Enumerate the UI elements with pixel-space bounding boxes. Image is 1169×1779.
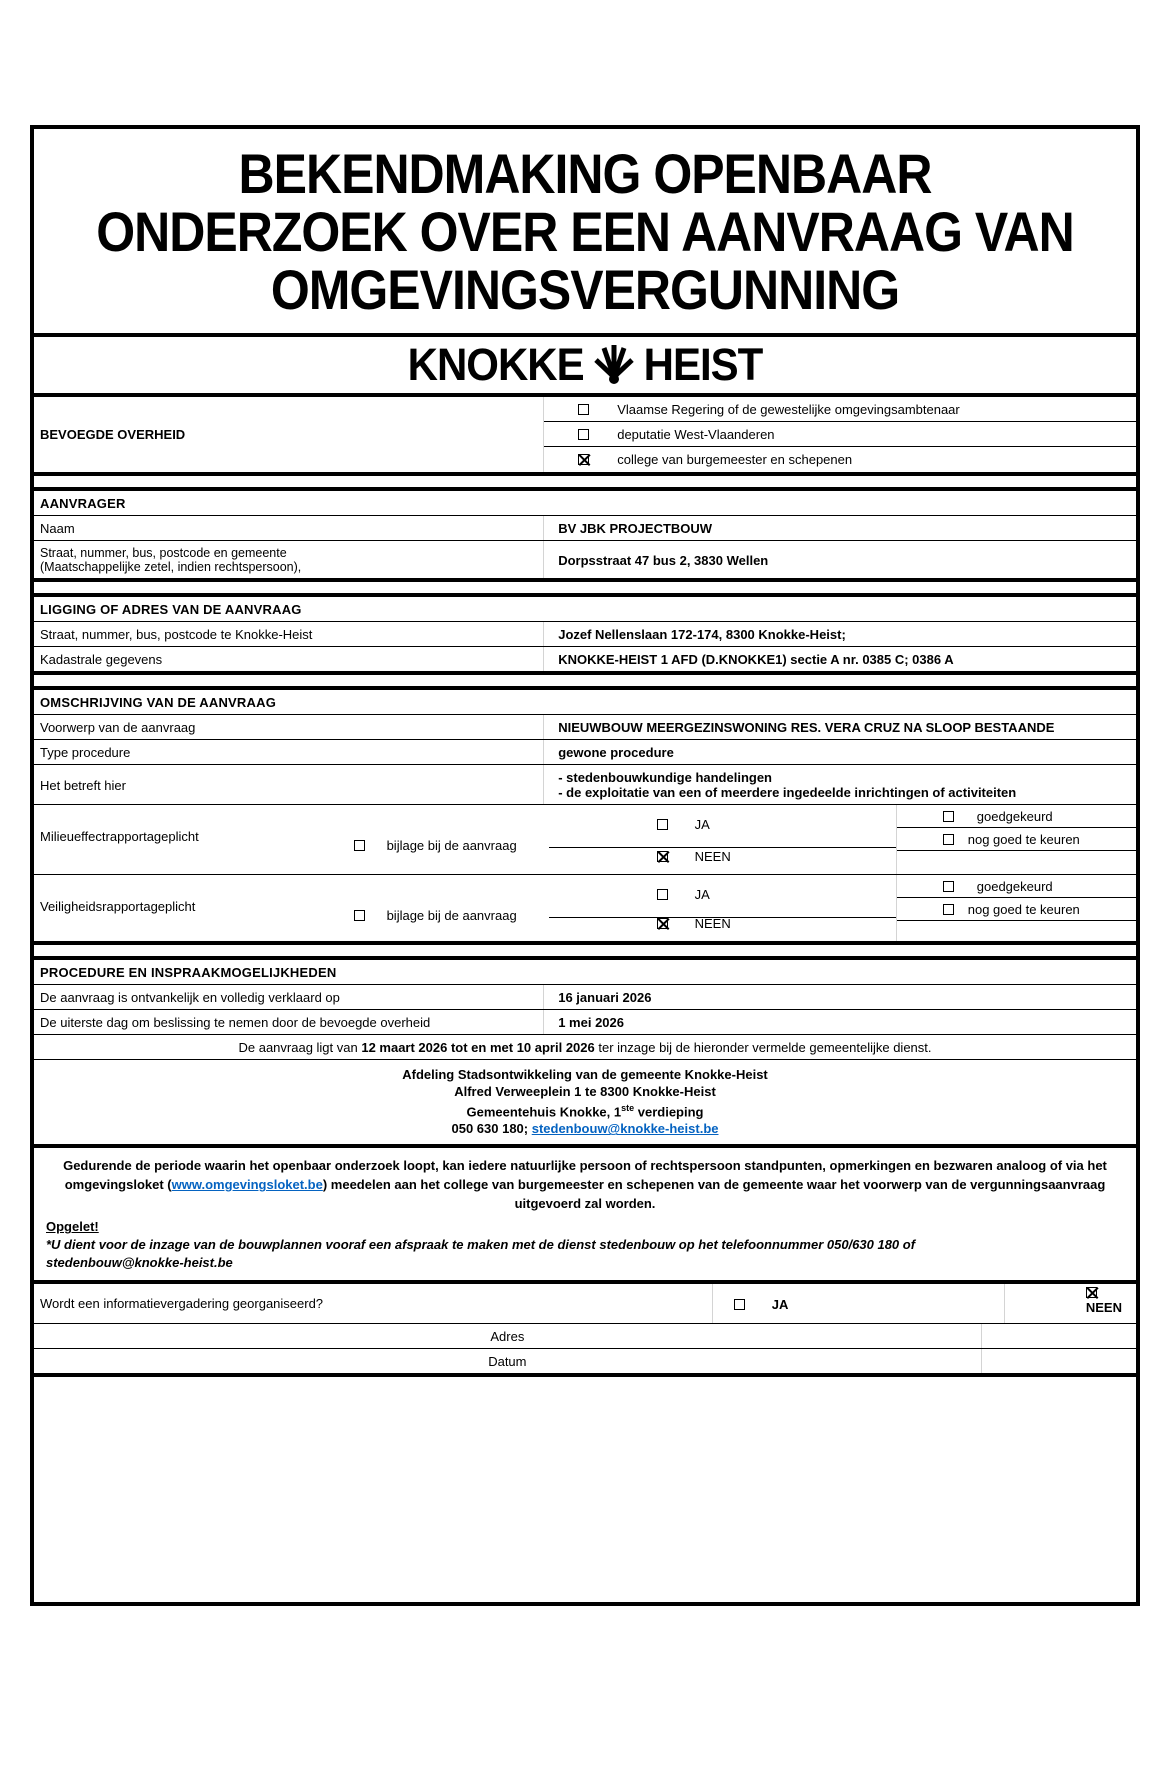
gemeentelijke-dienst-block [34, 1060, 1136, 1148]
checkbox-goedgekeurd [943, 881, 954, 892]
ligging-header: LIGGING OF ADRES VAN DE AANVRAAG [34, 597, 1136, 622]
nog-goed-label: nog goed te keuren [967, 901, 1080, 917]
naam-label: Naam [34, 516, 544, 540]
option-vlaamse-regering [544, 397, 1136, 422]
adres-label: Adres [34, 1324, 982, 1348]
bekendmaking-document [30, 125, 1140, 1606]
informatievergadering-vraag: Wordt een informatievergadering georganiseerd? [40, 1296, 324, 1312]
voorwerp-value: NIEUWBOUW MEERGEZINSWONING RES. VERA CRUZ NA SLOOP BESTAANDE [558, 720, 1055, 735]
opgelet-label: Opgelet! [46, 1219, 99, 1235]
checkbox-ja [657, 889, 668, 900]
dotted-line [549, 838, 896, 848]
inzage-prefix: De aanvraag ligt van [238, 1040, 362, 1055]
dienst-naam: Afdeling Stadsontwikkeling van de gemeente Knokke-Heist [402, 1067, 768, 1082]
milieueffect-row [34, 805, 1136, 875]
ontvankelijk-label: De aanvraag is ontvankelijk en volledig verklaard op [34, 985, 544, 1009]
ja-label: JA [694, 887, 710, 902]
logo-text-heist: HEIST [643, 339, 763, 390]
dienst-adres: Alfred Verweeplein 1 te 8300 Knokke-Heist [454, 1084, 716, 1099]
informatievergadering-row [34, 1284, 1136, 1324]
veiligheid-ja [657, 887, 710, 902]
column-divider [1004, 1284, 1005, 1323]
bevoegde-overheid-section [34, 397, 1136, 476]
checkbox-neen [657, 851, 668, 862]
veiligheid-status [896, 875, 1136, 941]
omschrijving-header: OMSCHRIJVING VAN DE AANVRAAG [34, 690, 1136, 715]
informatievergadering-neen [1086, 1287, 1122, 1315]
aanvrager-adres-label: Straat, nummer, bus, postcode en gemeente (Maatschappelijke zetel, indien rechtspersoon), [34, 541, 544, 578]
ligging-straat-value: Jozef Nellenslaan 172-174, 8300 Knokke-Heist; [558, 627, 846, 642]
checkbox-neen [657, 918, 668, 929]
option-label: Vlaamse Regering of de gewestelijke omgevingsambtenaar [617, 401, 960, 417]
naam-row [34, 516, 1136, 541]
bijlage-label: bijlage bij de aanvraag [386, 908, 517, 923]
inspraak-block [34, 1148, 1136, 1284]
nog-goed-te-keuren-option [897, 898, 1136, 921]
nog-goed-te-keuren-option [897, 828, 1136, 851]
kadaster-row [34, 647, 1136, 675]
betreft-row [34, 765, 1136, 805]
type-procedure-label: Type procedure [34, 740, 544, 764]
goedgekeurd-option [897, 805, 1136, 828]
checkbox-neen [1086, 1287, 1097, 1298]
aanvrager-adres-value: Dorpsstraat 47 bus 2, 3830 Wellen [558, 552, 769, 568]
datum-row [34, 1349, 1136, 1377]
inzage-row [34, 1035, 1136, 1060]
adres-row [34, 1324, 1136, 1349]
omgevingsloket-link[interactable]: www.omgevingsloket.be [171, 1177, 323, 1193]
neen-label: NEEN [694, 916, 731, 931]
type-procedure-value: gewone procedure [558, 745, 674, 760]
veiligheid-label: Veiligheidsrapportageplicht [40, 899, 196, 914]
column-divider [712, 1284, 713, 1323]
betreft-label: Het betreft hier [34, 765, 544, 804]
bevoegde-overheid-label: BEVOEGDE OVERHEID [34, 397, 544, 472]
afspraak-notice: *U dient voor de inzage van de bouwplannen vooraf een afspraak te maken met de dienst stedenbouw op het telefoonnummer 050/630 180 of stedenbouw@knokke-heist.be [46, 1237, 916, 1271]
checkbox-ja [734, 1299, 745, 1310]
milieueffect-ja [657, 817, 710, 832]
option-label: college van burgemeester en schepenen [617, 452, 853, 467]
checkbox-vlaamse-regering [578, 404, 589, 415]
kadaster-label: Kadastrale gegevens [34, 647, 544, 671]
uiterste-dag-row [34, 1010, 1136, 1035]
section-separator [34, 476, 1136, 491]
goedgekeurd-option [897, 875, 1136, 898]
betreft-item: - stedenbouwkundige handelingen [558, 770, 773, 785]
uiterste-dag-label: De uiterste dag om beslissing te nemen door de bevoegde overheid [34, 1010, 544, 1034]
goedgekeurd-label: goedgekeurd [976, 808, 1053, 824]
aanvrager-header: AANVRAGER [34, 491, 1136, 516]
checkbox-bijlage [354, 910, 365, 921]
milieueffect-status [896, 805, 1136, 874]
uiterste-dag-datum: 1 mei 2026 [558, 1015, 624, 1030]
title-line-1: BEKENDMAKING OPENBAAR [238, 142, 932, 206]
datum-label: Datum [34, 1349, 982, 1373]
title-line-2: ONDERZOEK OVER EEN AANVRAAG VAN [96, 200, 1074, 264]
nog-goed-label: nog goed te keuren [967, 831, 1080, 847]
aanvrager-adres-row [34, 541, 1136, 582]
betreft-item: - de exploitatie van een of meerdere ingedeelde inrichtingen of activiteiten [558, 785, 1017, 800]
ontvankelijk-datum: 16 januari 2026 [558, 990, 652, 1005]
neen-label: NEEN [694, 849, 731, 864]
informatievergadering-ja [734, 1297, 789, 1312]
voorwerp-row [34, 715, 1136, 740]
milieueffect-neen [657, 849, 731, 864]
bijlage-label: bijlage bij de aanvraag [386, 838, 517, 853]
title-line-3: OMGEVINGSVERGUNNING [270, 258, 900, 322]
checkbox-ja [657, 819, 668, 830]
checkbox-nog-goed [943, 834, 954, 845]
veiligheid-neen [657, 916, 731, 931]
checkbox-college [578, 454, 589, 465]
naam-value: BV JBK PROJECTBOUW [558, 521, 713, 536]
voorwerp-label: Voorwerp van de aanvraag [34, 715, 544, 739]
option-deputatie [544, 422, 1136, 447]
inspraak-paragraaf: Gedurende de periode waarin het openbaar onderzoek loopt, kan iedere natuurlijke persoon of rechtspersoon standpunten, opmerkingen en bezwaren analoog of via het omgevingsloket (www.omgevingsloket.be) meedelen aan het college van burgemeester en schepenen van de gemeente waar het voorwerp van de vergunningsaanvraag uitgevoerd zal worden. [63, 1158, 1107, 1212]
type-procedure-row [34, 740, 1136, 765]
ja-label: JA [694, 817, 710, 832]
milieueffect-label: Milieueffectrapportageplicht [40, 829, 199, 844]
section-separator [34, 945, 1136, 960]
ligging-straat-label: Straat, nummer, bus, postcode te Knokke-Heist [34, 622, 544, 646]
dienst-locatie: Gemeentehuis Knokke, 1ste verdieping [466, 1103, 704, 1120]
document-title [34, 129, 1136, 337]
ontvankelijk-row [34, 985, 1136, 1010]
section-separator [34, 675, 1136, 690]
goedgekeurd-label: goedgekeurd [976, 878, 1053, 894]
option-college [544, 447, 1136, 472]
logo-text-knokke: KNOKKE [407, 339, 584, 390]
milieueffect-bijlage [354, 838, 896, 853]
checkbox-deputatie [578, 429, 589, 440]
procedure-header: PROCEDURE EN INSPRAAKMOGELIJKHEDEN [34, 960, 1136, 985]
kadaster-value: KNOKKE-HEIST 1 AFD (D.KNOKKE1) sectie A nr. 0385 C; 0386 A [558, 652, 954, 667]
dienst-contact: 050 630 180; stedenbouw@knokke-heist.be [451, 1121, 719, 1137]
veiligheid-row [34, 875, 1136, 945]
inzage-periode: 12 maart 2026 tot en met 10 april 2026 [361, 1040, 595, 1055]
section-separator [34, 582, 1136, 597]
veiligheid-bijlage [354, 908, 896, 923]
checkbox-goedgekeurd [943, 811, 954, 822]
municipality-logo [34, 337, 1136, 397]
checkbox-bijlage [354, 840, 365, 851]
ja-label: JA [771, 1297, 789, 1313]
option-label: deputatie West-Vlaanderen [617, 426, 775, 442]
checkbox-nog-goed [943, 904, 954, 915]
ligging-straat-row [34, 622, 1136, 647]
neen-label: NEEN [1085, 1300, 1122, 1316]
empty-area [34, 1377, 1136, 1602]
email-link[interactable]: stedenbouw@knokke-heist.be [531, 1121, 719, 1137]
inzage-suffix: ter inzage bij de hieronder vermelde gemeentelijke dienst. [594, 1040, 932, 1055]
betreft-items [544, 765, 1136, 804]
knokke-heist-splash-icon [592, 344, 636, 386]
bevoegde-overheid-options [544, 397, 1136, 472]
